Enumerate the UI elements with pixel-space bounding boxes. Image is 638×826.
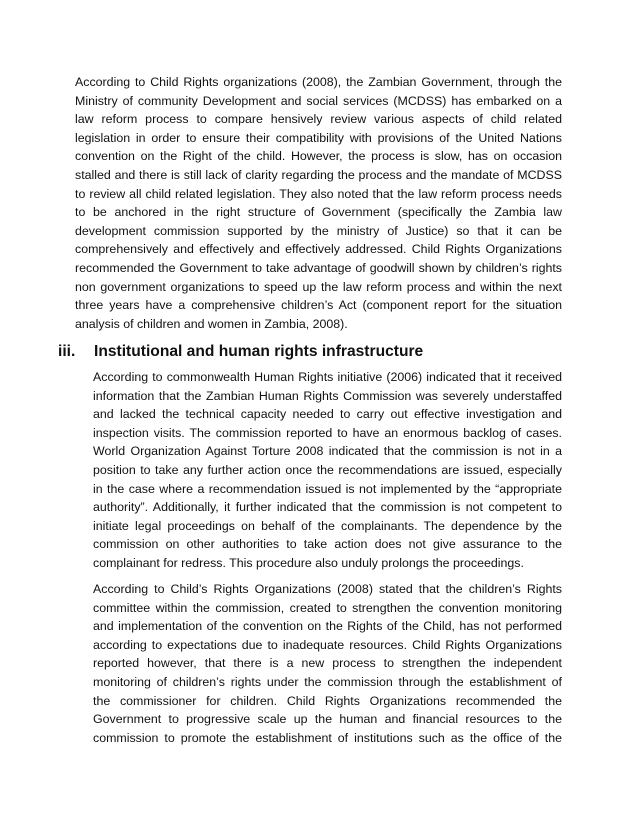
text-line: to review all child related legislation. They also noted that the law reform process needs [75,186,562,201]
text-line: stalled and there is still lack of clarity regarding the process and the mandate of MCDSS [75,167,562,182]
section-heading [58,342,562,362]
text-line: reported however, that there is a new process to strengthen the independent [93,656,562,671]
text-line: analysis of children and women in Zambia, 2008). [75,316,348,331]
text-line: recommended the Government to take advantage of goodwill shown by children’s rights [75,260,562,275]
text-line: Ministry of community Development and social services (MCDSS) has embarked on a [75,93,562,108]
text-line: initiate legal proceedings on behalf of the complainants. The dependence by the [93,518,562,533]
text-line: position to take any further action once the recommendations are issued, especially [93,462,562,477]
text-line: information that the Zambian Human Rights Commission was severely understaffed [93,388,562,403]
paragraph-law-reform [75,73,562,333]
text-line: development commission supported by the ministry of Justice) so that it can be [75,223,562,238]
text-line: three years have a comprehensive children’s Act (component report for the situation [75,298,562,313]
text-line: commission to promote the establishment of institutions such as the office of the [93,730,562,745]
text-line: convention on the Right of the child. However, the process is slow, has on occasion [75,149,562,164]
text-line: complainant for redress. This procedure also unduly prolongs the proceedings. [93,555,524,570]
text-line: and lacked the technical capacity needed to carry out effective investigation and [93,407,562,422]
text-line: According to Child’s Rights Organizations (2008) stated that the children’s Rights [93,582,562,596]
text-line: in the case where a recommendation issued is not implemented by the “appropriate [93,481,562,496]
text-line: authority”. Additionally, it further indicated that the commission is not competent to [93,500,562,515]
text-line: legislation in order to ensure their compatibility with provisions of the United Nations [75,130,562,145]
text-line: Government to progressive scale up the human and financial resources to the [93,712,562,727]
paragraph-human-rights-commission [93,368,562,573]
text-line: non government organizations to speed up the law reform process and within the next [75,279,562,294]
text-line: commission on other authorities to take action does not give assurance to the [93,537,562,552]
text-line: the commissioner for children. Child Rights Organizations recommended the [93,693,562,708]
text-line: inspection visits. The commission reported to have an enormous backlog of cases. [93,425,562,440]
text-line: to be anchored in the right structure of Government (specifically the Zambia law [75,205,562,220]
text-line: monitoring of children’s rights under the commission through the establishment of [93,674,562,689]
text-line: and implementation of the convention on the Rights of the Child, has not performed [93,619,562,634]
text-line: law reform process to compare hensively review various aspects of child related [75,112,562,127]
text-line: According to commonwealth Human Rights initiative (2006) indicated that it received [93,370,562,384]
paragraph-childrens-rights-committee [93,580,562,747]
text-line: According to Child Rights organizations (2008), the Zambian Government, through the [75,75,562,89]
text-line: World Organization Against Torture 2008 indicated that the commission is not in a [93,444,562,459]
section-title: Institutional and human rights infrastructure [94,343,424,360]
text-line: comprehensively and effectively and effectively addressed. Child Rights Organizations [75,242,562,257]
text-line: committee within the commission, created to strengthen the convention monitoring [93,600,562,615]
text-line: according to expectations due to inadequate resources. Child Rights Organizations [93,637,562,652]
section-number: iii. [58,343,76,360]
